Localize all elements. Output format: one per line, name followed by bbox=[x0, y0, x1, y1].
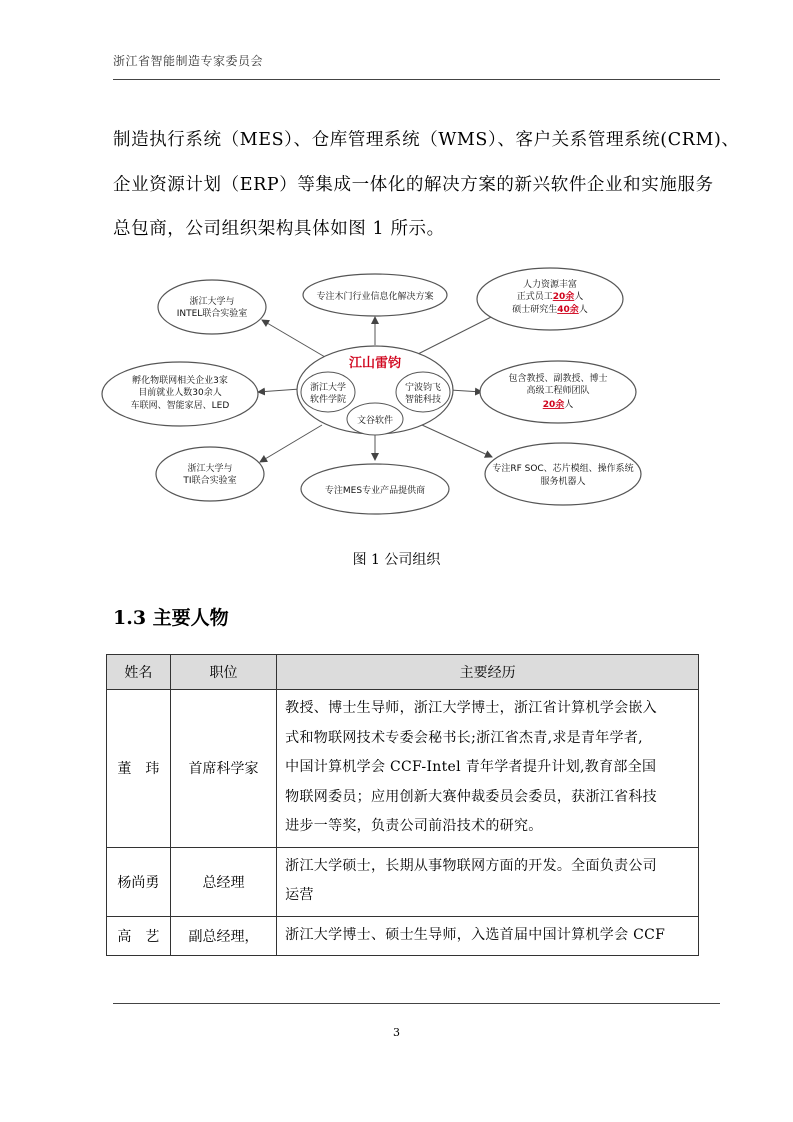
experience-line: 中国计算机学会 CCF-Intel 青年学者提升计划,教育部全国 bbox=[285, 759, 657, 775]
experience-line: 浙江大学硕士，长期从事物联网方面的开发。全面负责公司 bbox=[285, 857, 657, 874]
inner-right-line-2: 智能科技 bbox=[404, 395, 442, 405]
header-name: 姓名 bbox=[107, 655, 171, 690]
node-hr-line-1: 人力资源丰富 bbox=[522, 280, 578, 290]
section-title: 1.3 主要人物 bbox=[113, 607, 229, 629]
center-title: 江山雷钧 bbox=[348, 356, 402, 371]
node-prof-line-3: 20余人 bbox=[542, 400, 574, 410]
person-position: 副总经理， bbox=[170, 916, 276, 956]
intro-line-2: 企业资源计划（ERP）等集成一体化的解决方案的新兴软件企业和实施服务 bbox=[113, 174, 714, 195]
arrow-to-zju-intel bbox=[262, 320, 325, 357]
page-header-org: 浙江省智能制造专家委员会 bbox=[113, 54, 264, 68]
experience-line: 式和物联网技术专委会秘书长;浙江省杰青,求是青年学者, bbox=[285, 729, 643, 746]
node-zju-ti-line-1: 浙江大学与 bbox=[187, 464, 233, 474]
node-hr-line-3: 硕士研究生40余人 bbox=[512, 305, 588, 315]
inner-bottom-label: 文谷软件 bbox=[356, 416, 394, 426]
arrow-to-zju-ti bbox=[260, 425, 322, 462]
header-position: 职位 bbox=[170, 655, 276, 690]
node-zju-ti-line-2: TI联合实验室 bbox=[183, 476, 237, 486]
intro-line-3: 总包商，公司组织架构具体如图 1 所示。 bbox=[113, 219, 445, 239]
header-divider bbox=[113, 79, 720, 80]
person-experience bbox=[277, 847, 699, 916]
table-row bbox=[107, 690, 699, 848]
node-prof-line-2: 高级工程师团队 bbox=[526, 386, 590, 396]
node-mes-label: 专注MES专业产品提供商 bbox=[324, 486, 426, 496]
person-experience bbox=[277, 690, 699, 848]
experience-line: 物联网委员；应用创新大赛仲裁委员会委员，获浙江省科技 bbox=[285, 788, 657, 805]
node-iot-line-2: 目前就业人数30余人 bbox=[138, 388, 222, 398]
inner-left-line-1: 浙江大学 bbox=[309, 383, 347, 393]
node-zju-intel-shape bbox=[158, 280, 266, 334]
figure-caption: 图 1 公司组织 bbox=[352, 552, 441, 568]
node-rf-shape bbox=[485, 443, 641, 505]
experience-line: 浙江大学博士、硕士生导师，入选首届中国计算机学会 CCF bbox=[285, 926, 666, 943]
key-people-table bbox=[106, 654, 699, 956]
node-rf-line-2: 服务机器人 bbox=[540, 477, 586, 487]
header-experience: 主要经历 bbox=[277, 655, 699, 690]
intro-line-1: 制造执行系统（MES）、仓库管理系统（WMS）、客户关系管理系统(CRM)、 bbox=[113, 130, 740, 150]
table-row bbox=[107, 847, 699, 916]
person-position: 首席科学家 bbox=[170, 690, 276, 848]
inner-right-line-1: 宁波钧飞 bbox=[404, 383, 442, 393]
arrow-to-rf bbox=[422, 425, 492, 457]
page-number: 3 bbox=[393, 1026, 400, 1039]
person-experience bbox=[277, 916, 699, 956]
node-rf-line-1: 专注RF SOC、芯片模组、操作系统 bbox=[492, 464, 634, 474]
person-position: 总经理 bbox=[170, 847, 276, 916]
node-door-label: 专注木门行业信息化解决方案 bbox=[316, 292, 434, 302]
person-name: 高 艺 bbox=[107, 916, 171, 956]
experience-line: 运营 bbox=[285, 887, 314, 903]
node-iot-line-1: 孵化物联网相关企业3家 bbox=[132, 376, 228, 386]
node-hr-line-2: 正式员工20余人 bbox=[516, 292, 584, 302]
node-zju-intel-line-1: 浙江大学与 bbox=[189, 297, 235, 307]
node-iot-line-3: 车联网、智能家居、LED bbox=[130, 401, 230, 411]
experience-line: 教授、博士生导师，浙江大学博士，浙江省计算机学会嵌入 bbox=[285, 700, 657, 716]
person-name: 董 玮 bbox=[107, 690, 171, 848]
node-zju-intel-line-2: INTEL联合实验室 bbox=[176, 309, 248, 319]
experience-line: 进步一等奖，负责公司前沿技术的研究。 bbox=[285, 818, 543, 834]
inner-left-line-2: 软件学院 bbox=[309, 395, 347, 405]
footer-divider bbox=[113, 1003, 720, 1004]
intro-paragraph bbox=[113, 118, 740, 252]
org-diagram bbox=[100, 262, 672, 524]
node-zju-ti-shape bbox=[156, 447, 264, 501]
person-name: 杨尚勇 bbox=[107, 847, 171, 916]
table-row bbox=[107, 916, 699, 956]
arrow-to-iot bbox=[258, 389, 300, 392]
node-prof-line-1: 包含教授、副教授、博士 bbox=[508, 374, 608, 384]
table-header-row bbox=[107, 655, 699, 690]
arrow-to-prof bbox=[450, 390, 482, 392]
